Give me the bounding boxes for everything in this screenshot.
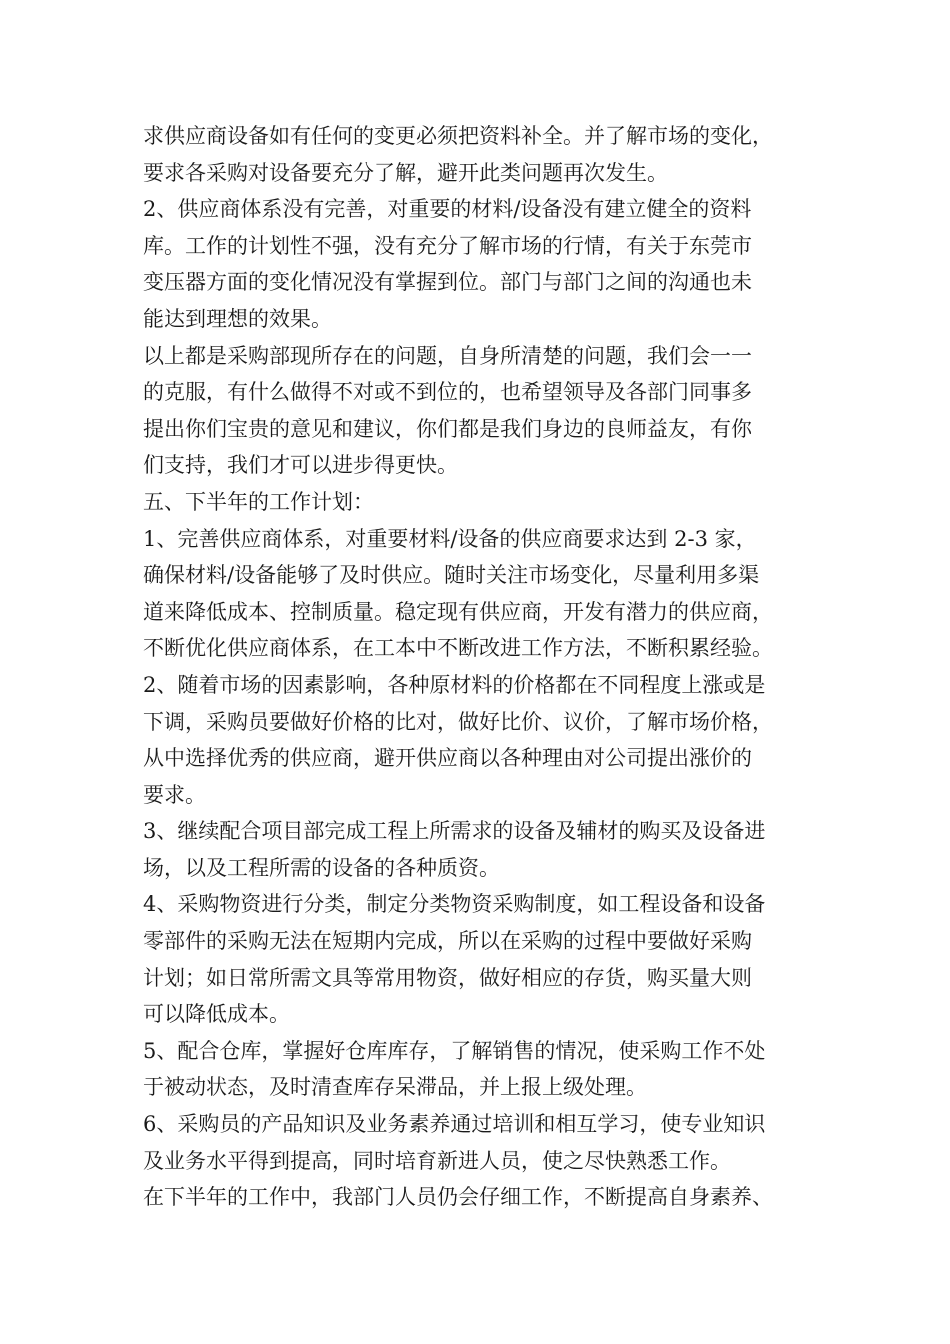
text-line: 于被动状态，及时清查库存呆滞品，并上报上级处理。	[143, 1075, 647, 1100]
text-line: 变压器方面的变化情况没有掌握到位。部门与部门之间的沟通也未	[143, 270, 752, 295]
section-heading: 五、下半年的工作计划：	[143, 489, 374, 514]
text-line: 从中选择优秀的供应商，避开供应商以各种理由对公司提出涨价的	[143, 746, 752, 771]
text-line: 4、采购物资进行分类，制定分类物资采购制度，如工程设备和设备	[143, 892, 766, 917]
text-line: 求供应商设备如有任何的变更必须把资料补全。并了解市场的变化，	[143, 124, 773, 148]
text-line: 们支持，我们才可以进步得更快。	[143, 453, 458, 478]
text-line: 确保材料/设备能够了及时供应。随时关注市场变化，尽量利用多渠	[143, 563, 760, 588]
text-line: 可以降低成本。	[143, 1002, 290, 1027]
text-line: 要求。	[143, 782, 206, 807]
text-line: 2、供应商体系没有完善，对重要的材料/设备没有建立健全的资料	[143, 197, 752, 222]
text-line: 及业务水平得到提高，同时培育新进人员，使之尽快熟悉工作。	[143, 1148, 731, 1173]
text-line: 以上都是采购部现所存在的问题，自身所清楚的问题，我们会一一	[143, 343, 752, 368]
text-line: 6、采购员的产品知识及业务素养通过培训和相互学习，使专业知识	[143, 1112, 766, 1137]
text-line: 1、完善供应商体系，对重要材料/设备的供应商要求达到 2-3 家，	[143, 526, 757, 551]
text-line: 库。工作的计划性不强，没有充分了解市场的行情，有关于东莞市	[143, 233, 752, 258]
text-line: 场，以及工程所需的设备的各种质资。	[143, 855, 500, 880]
text-line: 不断优化供应商体系，在工本中不断改进工作方法，不断积累经验。	[143, 636, 773, 661]
text-line: 的克服，有什么做得不对或不到位的，也希望领导及各部门同事多	[143, 380, 752, 405]
text-line: 5、配合仓库，掌握好仓库库存，了解销售的情况，使采购工作不处	[143, 1038, 766, 1063]
text-line: 2、随着市场的因素影响，各种原材料的价格都在不同程度上涨或是	[143, 672, 766, 697]
text-line: 要求各采购对设备要充分了解，避开此类问题再次发生。	[143, 160, 668, 185]
text-line: 零部件的采购无法在短期内完成，所以在采购的过程中要做好采购	[143, 929, 752, 954]
text-line: 3、继续配合项目部完成工程上所需求的设备及辅材的购买及设备进	[143, 819, 766, 844]
text-line: 道来降低成本、控制质量。稳定现有供应商，开发有潜力的供应商，	[143, 599, 773, 624]
text-line: 能达到理想的效果。	[143, 306, 332, 331]
text-line: 下调，采购员要做好价格的比对，做好比价、议价，了解市场价格，	[143, 709, 773, 734]
text-line: 计划；如日常所需文具等常用物资，做好相应的存货，购买量大则	[143, 965, 752, 990]
text-line: 提出你们宝贵的意见和建议，你们都是我们身边的良师益友，有你	[143, 416, 752, 441]
document-body	[143, 118, 833, 1216]
text-line: 在下半年的工作中，我部门人员仍会仔细工作，不断提高自身素养、	[143, 1185, 773, 1210]
